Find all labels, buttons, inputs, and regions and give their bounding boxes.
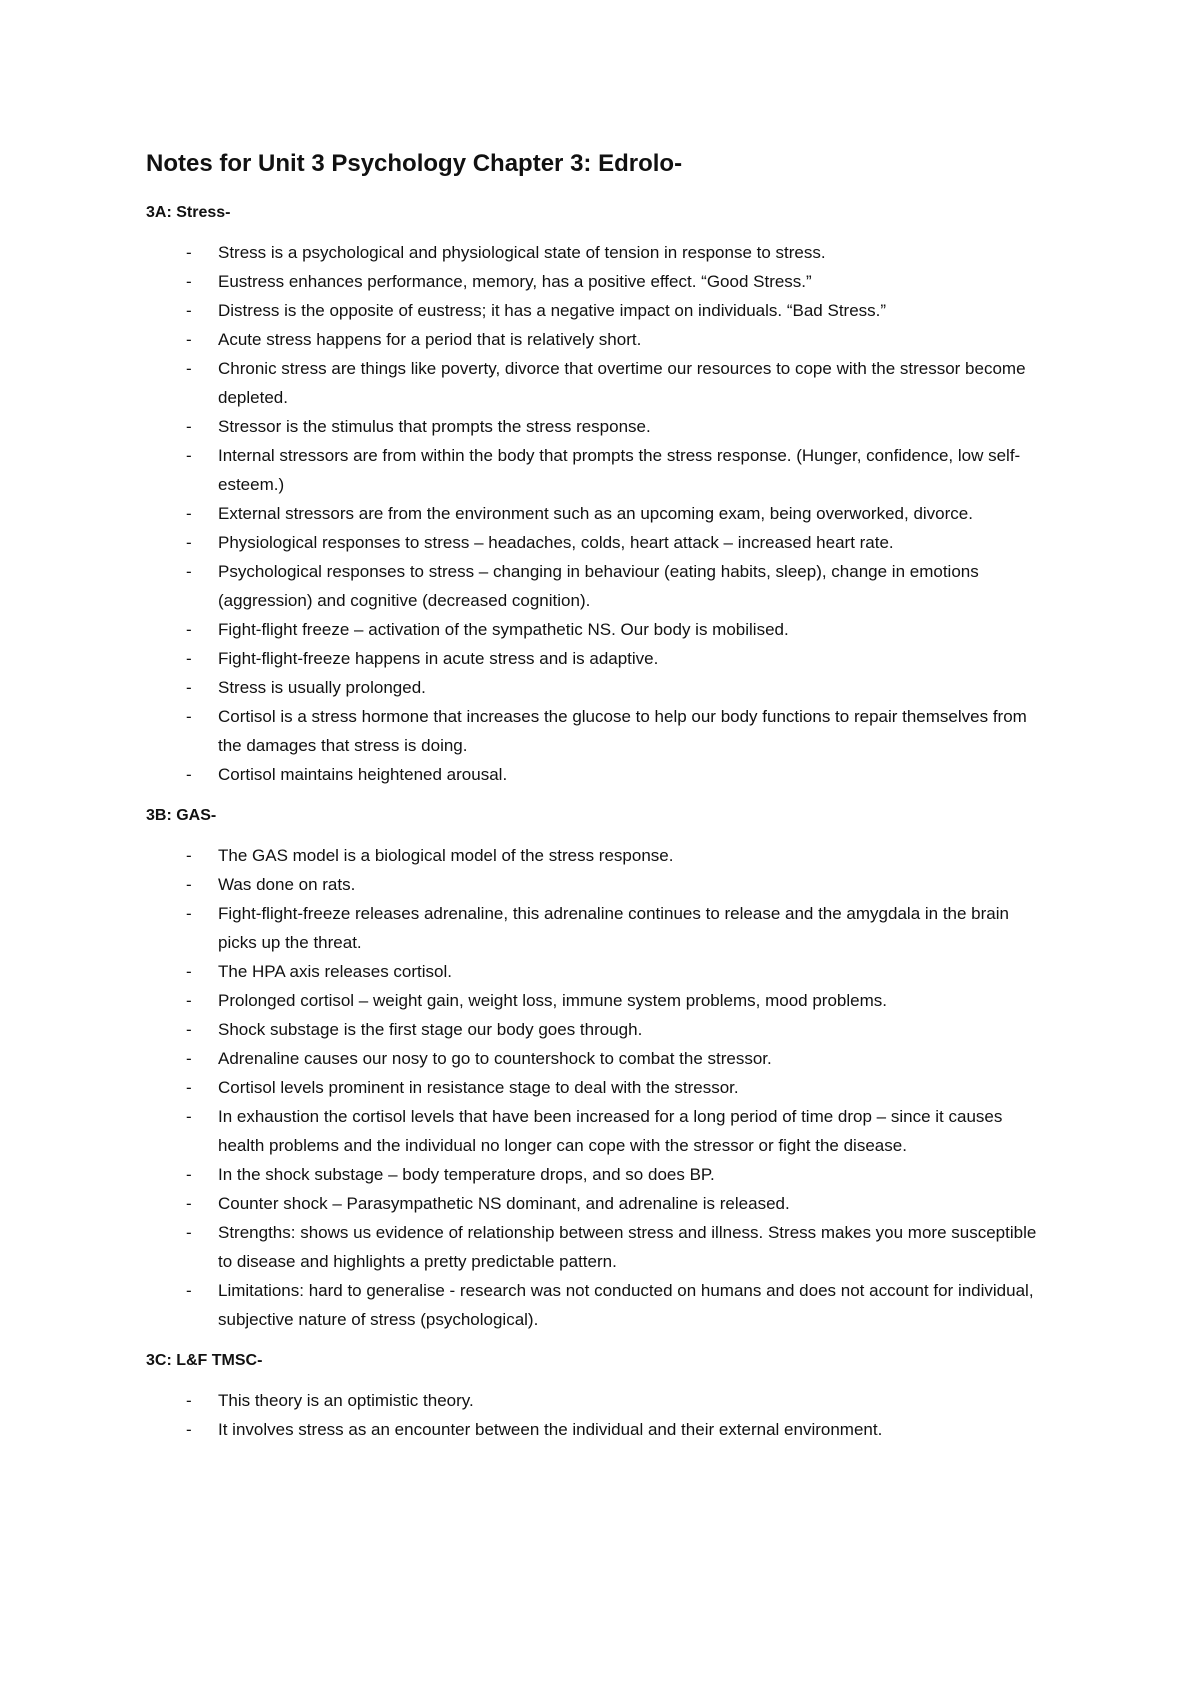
list-item bbox=[146, 296, 1046, 325]
list-item bbox=[146, 1102, 1046, 1160]
bullet-list bbox=[146, 1386, 1046, 1444]
bullet-dash: - bbox=[186, 504, 192, 523]
list-item-text: Psychological responses to stress – changing in behaviour (eating habits, sleep), change in emotions (aggression) and cognitive (decreased cognition). bbox=[218, 562, 979, 610]
list-item bbox=[146, 899, 1046, 957]
list-item bbox=[146, 1415, 1046, 1444]
list-item bbox=[146, 267, 1046, 296]
list-item bbox=[146, 1386, 1046, 1415]
section-heading: 3A: Stress- bbox=[146, 204, 231, 221]
list-item bbox=[146, 870, 1046, 899]
bullet-dash: - bbox=[186, 991, 192, 1010]
list-item bbox=[146, 957, 1046, 986]
list-item bbox=[146, 702, 1046, 760]
bullet-dash: - bbox=[186, 1078, 192, 1097]
bullet-dash: - bbox=[186, 1049, 192, 1068]
list-item bbox=[146, 1276, 1046, 1334]
list-item-text: Counter shock – Parasympathetic NS dominant, and adrenaline is released. bbox=[218, 1194, 790, 1213]
list-item-text: Distress is the opposite of eustress; it has a negative impact on individuals. “Bad Stress.” bbox=[218, 301, 887, 320]
list-item bbox=[146, 841, 1046, 870]
bullet-dash: - bbox=[186, 446, 192, 465]
list-item-text: Fight-flight freeze – activation of the sympathetic NS. Our body is mobilised. bbox=[218, 620, 789, 639]
list-item-text: External stressors are from the environment such as an upcoming exam, being overworked, divorce. bbox=[218, 504, 973, 523]
bullet-dash: - bbox=[186, 875, 192, 894]
bullet-dash: - bbox=[186, 243, 192, 262]
list-item-text: Acute stress happens for a period that is relatively short. bbox=[218, 330, 642, 349]
list-item-text: Stressor is the stimulus that prompts the stress response. bbox=[218, 417, 651, 436]
list-item-text: Eustress enhances performance, memory, has a positive effect. “Good Stress.” bbox=[218, 272, 812, 291]
list-item bbox=[146, 325, 1046, 354]
bullet-dash: - bbox=[186, 1391, 192, 1410]
list-item-text: Stress is a psychological and physiological state of tension in response to stress. bbox=[218, 243, 826, 262]
bullet-list bbox=[146, 238, 1046, 789]
list-item-text: Chronic stress are things like poverty, divorce that overtime our resources to cope with the stressor become depleted. bbox=[218, 359, 1026, 407]
section-3c-lf-tmsc bbox=[146, 1350, 1046, 1444]
list-item bbox=[146, 499, 1046, 528]
section-3b-gas bbox=[146, 805, 1046, 1334]
list-item bbox=[146, 1073, 1046, 1102]
list-item bbox=[146, 557, 1046, 615]
list-item bbox=[146, 354, 1046, 412]
list-item-text: It involves stress as an encounter between the individual and their external environment. bbox=[218, 1420, 883, 1439]
list-item bbox=[146, 760, 1046, 789]
bullet-dash: - bbox=[186, 1165, 192, 1184]
bullet-dash: - bbox=[186, 272, 192, 291]
bullet-dash: - bbox=[186, 649, 192, 668]
list-item bbox=[146, 615, 1046, 644]
list-item bbox=[146, 1160, 1046, 1189]
list-item bbox=[146, 1015, 1046, 1044]
bullet-dash: - bbox=[186, 904, 192, 923]
list-item bbox=[146, 528, 1046, 557]
list-item-text: Prolonged cortisol – weight gain, weight loss, immune system problems, mood problems. bbox=[218, 991, 887, 1010]
bullet-dash: - bbox=[186, 301, 192, 320]
list-item bbox=[146, 644, 1046, 673]
list-item-text: Shock substage is the first stage our body goes through. bbox=[218, 1020, 643, 1039]
list-item-text: Cortisol maintains heightened arousal. bbox=[218, 765, 508, 784]
list-item-text: Fight-flight-freeze happens in acute stress and is adaptive. bbox=[218, 649, 659, 668]
list-item-text: Physiological responses to stress – headaches, colds, heart attack – increased heart rate. bbox=[218, 533, 894, 552]
list-item-text: In the shock substage – body temperature drops, and so does BP. bbox=[218, 1165, 715, 1184]
list-item-text: Cortisol levels prominent in resistance stage to deal with the stressor. bbox=[218, 1078, 739, 1097]
section-heading: 3B: GAS- bbox=[146, 807, 217, 824]
list-item-text: Strengths: shows us evidence of relationship between stress and illness. Stress makes you more susceptible to disease and highlights a pretty predictable pattern. bbox=[218, 1223, 1037, 1271]
list-item-text: This theory is an optimistic theory. bbox=[218, 1391, 474, 1410]
list-item-text: In exhaustion the cortisol levels that have been increased for a long period of time drop – since it causes health problems and the individual no longer can cope with the stressor or fight the disease. bbox=[218, 1107, 1003, 1155]
list-item-text: Stress is usually prolonged. bbox=[218, 678, 426, 697]
list-item bbox=[146, 1044, 1046, 1073]
bullet-dash: - bbox=[186, 330, 192, 349]
bullet-dash: - bbox=[186, 1420, 192, 1439]
bullet-list bbox=[146, 841, 1046, 1334]
bullet-dash: - bbox=[186, 1281, 192, 1300]
bullet-dash: - bbox=[186, 562, 192, 581]
list-item bbox=[146, 986, 1046, 1015]
list-item bbox=[146, 1218, 1046, 1276]
bullet-dash: - bbox=[186, 1107, 192, 1126]
document-title: Notes for Unit 3 Psychology Chapter 3: Edrolo- bbox=[146, 150, 683, 177]
bullet-dash: - bbox=[186, 620, 192, 639]
bullet-dash: - bbox=[186, 707, 192, 726]
section-3a-stress bbox=[146, 202, 1046, 789]
bullet-dash: - bbox=[186, 678, 192, 697]
bullet-dash: - bbox=[186, 1194, 192, 1213]
list-item-text: The HPA axis releases cortisol. bbox=[218, 962, 452, 981]
list-item-text: Limitations: hard to generalise - research was not conducted on humans and does not account for individual, subjective nature of stress (psychological). bbox=[218, 1281, 1034, 1329]
bullet-dash: - bbox=[186, 1223, 192, 1242]
list-item-text: Was done on rats. bbox=[218, 875, 356, 894]
list-item-text: Fight-flight-freeze releases adrenaline, this adrenaline continues to release and the amygdala in the brain picks up the threat. bbox=[218, 904, 1009, 952]
list-item-text: Internal stressors are from within the body that prompts the stress response. (Hunger, confidence, low self-esteem.) bbox=[218, 446, 1021, 494]
list-item-text: The GAS model is a biological model of the stress response. bbox=[218, 846, 674, 865]
list-item bbox=[146, 1189, 1046, 1218]
section-heading: 3C: L&F TMSC- bbox=[146, 1352, 263, 1369]
list-item bbox=[146, 673, 1046, 702]
list-item bbox=[146, 238, 1046, 267]
bullet-dash: - bbox=[186, 359, 192, 378]
bullet-dash: - bbox=[186, 417, 192, 436]
bullet-dash: - bbox=[186, 1020, 192, 1039]
list-item-text: Adrenaline causes our nosy to go to countershock to combat the stressor. bbox=[218, 1049, 772, 1068]
bullet-dash: - bbox=[186, 962, 192, 981]
bullet-dash: - bbox=[186, 846, 192, 865]
bullet-dash: - bbox=[186, 533, 192, 552]
list-item bbox=[146, 412, 1046, 441]
document-body bbox=[146, 148, 1046, 1460]
list-item-text: Cortisol is a stress hormone that increases the glucose to help our body functions to repair themselves from the damages that stress is doing. bbox=[218, 707, 1027, 755]
bullet-dash: - bbox=[186, 765, 192, 784]
list-item bbox=[146, 441, 1046, 499]
